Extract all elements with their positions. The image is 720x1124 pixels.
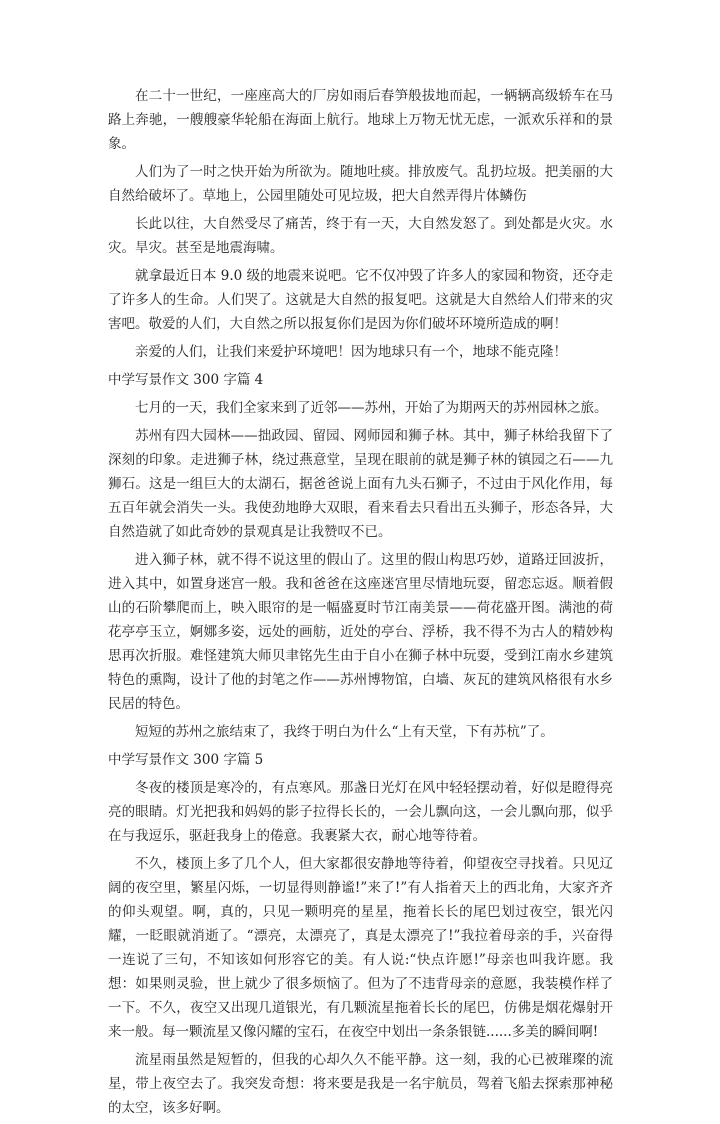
paragraph: 苏州有四大园林——拙政园、留园、网师园和狮子林。其中，狮子林给我留下了深刻的印象。走进狮子林，绕过燕意堂，呈现在眼前的就是狮子林的镇园之石——九狮石。这是一组巨大的太湖石，据爸爸说上面有九头石狮子，不过由于风化作用，每五百年就会消失一头。我使劲地睁大双眼，看来看去只看出五头狮子，形态各异，大自然造就了如此奇妙的景观真是让我赞叹不已。	[108, 428, 613, 540]
paragraph: 人们为了一时之快开始为所欲为。随地吐痰。排放废气。乱扔垃圾。把美丽的大自然给破坏了。草地上，公园里随处可见垃圾，把大自然弄得片体鳞伤	[108, 164, 613, 204]
paragraph: 七月的一天，我们全家来到了近邻——苏州，开始了为期两天的苏州园林之旅。	[135, 400, 608, 416]
paragraph: 长此以往，大自然受尽了痛苦，终于有一天，大自然发怒了。到处都是火灾。水灾。旱灾。甚至是地震海啸。	[108, 216, 613, 256]
paragraph: 在二十一世纪，一座座高大的厂房如雨后春笋般拔地而起，一辆辆高级轿车在马路上奔驰，一艘艘豪华轮船在海面上航行。地球上万物无忧无虑，一派欢乐祥和的景象。	[108, 88, 613, 152]
paragraph: 就拿最近日本 9.0 级的地震来说吧。它不仅冲毁了许多人的家园和物资，还夺走了许多人的生命。人们哭了。这就是大自然的报复吧。这就是大自然给人们带来的灾害吧。敬爱的人们，大自然之所以报复你们是因为你们破坏环境所造成的啊！	[108, 268, 613, 332]
paragraph: 冬夜的楼顶是寒冷的，有点寒风。那盏日光灯在风中轻轻摆动着，好似是瞪得亮亮的眼睛。灯光把我和妈妈的影子拉得长长的，一会儿飘向这，一会儿飘向那，似乎在与我逗乐，驱赶我身上的倦意。我裹紧大衣，耐心地等待着。	[108, 780, 613, 844]
paragraph: 短短的苏州之旅结束了，我终于明白为什么“上有天堂，下有苏杭”了。	[135, 724, 554, 740]
paragraph: 流星雨虽然是短暂的，但我的心却久久不能平静。这一刻，我的心已被璀璨的流星，带上夜空去了。我突发奇想：将来要是我是一名宇航员，驾着飞船去探索那神秘的太空，该多好啊。	[108, 1052, 613, 1116]
paragraph: 亲爱的人们，让我们来爱护环境吧！因为地球只有一个，地球不能克隆！	[135, 344, 567, 360]
document-page	[108, 84, 613, 1124]
section-heading: 中学写景作文 300 字篇 4	[108, 372, 264, 388]
section-heading: 中学写景作文 300 字篇 5	[108, 752, 264, 768]
paragraph: 进入狮子林，就不得不说这里的假山了。这里的假山构思巧妙，道路迂回波折，进入其中，如置身迷宫一般。我和爸爸在这座迷宫里尽情地玩耍，留恋忘返。顺着假山的石阶攀爬而上，映入眼帘的是一幅盛夏时节江南美景——荷花盛开图。满池的荷花亭亭玉立，婀娜多姿，远处的画舫，近处的亭台、浮桥，我不得不为古人的精妙构思再次折服。难怪建筑大师贝聿铭先生由于自小在狮子林中玩耍，受到江南水乡建筑特色的熏陶，设计了他的封笔之作——苏州博物馆，白墙、灰瓦的建筑风格很有水乡民居的特色。	[108, 552, 613, 712]
paragraph: 不久，楼顶上多了几个人，但大家都很安静地等待着，仰望夜空寻找着。只见辽阔的夜空里，繁星闪烁，一切显得则静谧!”来了!”有人指着天上的西北角，大家齐齐的仰头观望。啊，真的，只见一颗明亮的星星，拖着长长的尾巴划过夜空，银光闪耀，一眨眼就消逝了。“漂亮，太漂亮了，真是太漂亮了!”我拉着母亲的手，兴奋得一连说了三句，不知该如何形容它的美。有人说:“快点许愿!”母亲也叫我许愿。我想：如果则灵验，世上就少了很多烦恼了。但为了不违背母亲的意愿，我装模作样了一下。不久，夜空又出现几道银光，有几颗流星拖着长长的尾巴，仿佛是烟花爆射开来一般。每一颗流星又像闪耀的宝石，在夜空中划出一条条银链......多美的瞬间啊!	[108, 856, 613, 1040]
